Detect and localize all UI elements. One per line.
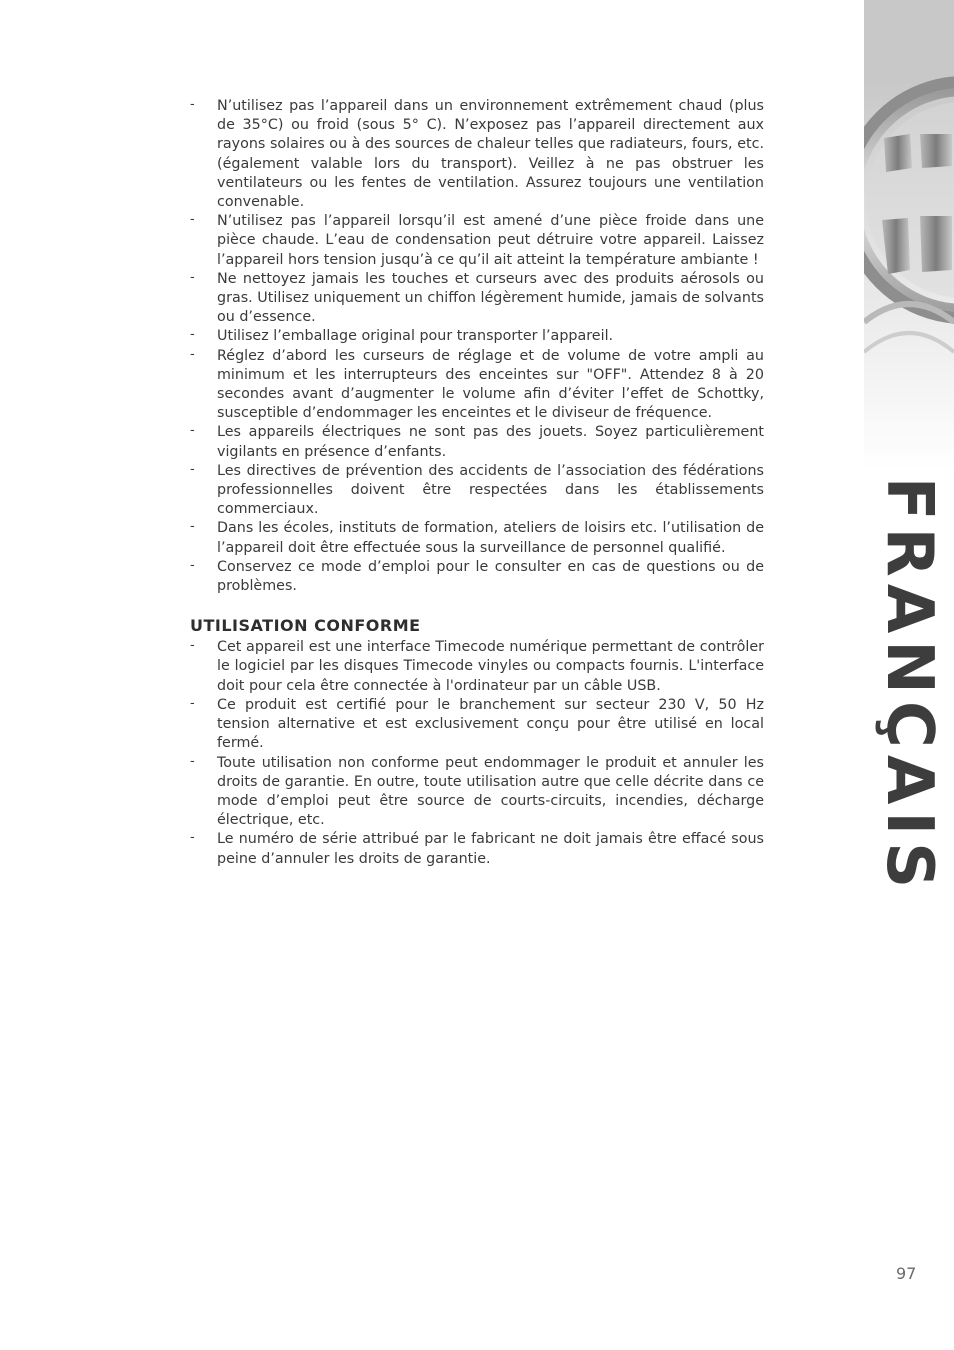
list-item-text: N’utilisez pas l’appareil lorsqu’il est amené d’une pièce froide dans une pièce chaude. L’eau de condensation peut détruire votre appareil. Laissez l’appareil hors tension jusqu’à ce qu’il ait atteint la température ambiante !	[217, 213, 764, 268]
list-item-text: Toute utilisation non conforme peut endommager le produit et annuler les droits de garantie. En outre, toute utilisation autre que celle décrite dans ce mode d’emploi peut être source de courts-circuits, incendies, décharge électrique, etc.	[217, 754, 764, 829]
bullet-dash: -	[190, 830, 195, 846]
bullet-dash: -	[190, 695, 195, 711]
list-item-text: Conservez ce mode d’emploi pour le consulter en cas de questions ou de problèmes.	[217, 558, 764, 595]
list-item-text: Dans les écoles, instituts de formation, ateliers de loisirs etc. l’utilisation de l’appareil doit être effectuée sous la surveillance de personnel qualifié.	[217, 520, 764, 556]
bullet-dash: -	[190, 327, 195, 343]
list-item-text: Ce produit est certifié pour le branchement sur secteur 230 V, 50 Hz tension alternative et est exclusivement conçu pour être utilisé en local fermé.	[217, 696, 764, 752]
list-item	[190, 462, 764, 520]
list-item	[190, 97, 764, 212]
bullet-dash: -	[190, 269, 195, 285]
page-number: 97	[896, 1264, 917, 1283]
list-item-text: Utilisez l’emballage original pour transporter l’appareil.	[217, 328, 614, 345]
bullet-dash: -	[190, 212, 195, 228]
list-item	[190, 754, 764, 831]
list-item-text: N’utilisez pas l’appareil dans un environnement extrêmement chaud (plus de 35°C) ou froid (sous 5° C). N’exposez pas l’appareil directement aux rayons solaires ou à des sources de chaleur telles que radiateurs, fours, etc. (également valable lors du transport). Veillez à ne pas obstruer les ventilateurs ou les fentes de ventilation. Assurez toujours une ventilation convenable.	[217, 98, 764, 211]
bullet-dash: -	[190, 423, 195, 439]
list-item-text: Réglez d’abord les curseurs de réglage et de volume de votre ampli au minimum et les interrupteurs des enceintes sur "OFF". Attendez 8 à 20 secondes avant d’augmenter le volume afin d’éviter l’effet de Schottky, susceptible d’endommager les enceintes et le diviseur de fréquence.	[217, 347, 764, 422]
bullet-dash: -	[190, 753, 195, 769]
list-item	[190, 830, 764, 868]
list-item-text: Cet appareil est une interface Timecode numérique permettant de contrôler le logiciel par les disques Timecode vinyles ou compacts fournis. L'interface doit pour cela être connectée à l'ordinateur par un câble USB.	[217, 639, 764, 694]
list-item	[190, 347, 764, 424]
section-heading: UTILISATION CONFORME	[190, 616, 421, 636]
intended-use-list	[190, 638, 764, 868]
bullet-dash: -	[190, 97, 195, 112]
bullet-dash: -	[190, 638, 195, 654]
language-side-title: FRANÇAIS	[872, 476, 946, 896]
list-item	[190, 696, 764, 754]
list-item	[190, 519, 764, 557]
bullet-dash: -	[190, 346, 195, 362]
list-item-text: Le numéro de série attribué par le fabricant ne doit jamais être effacé sous peine d’annuler les droits de garantie.	[217, 831, 764, 867]
list-item	[190, 423, 764, 461]
safety-list	[190, 97, 764, 596]
bullet-dash: -	[190, 557, 195, 573]
list-item-text: Ne nettoyez jamais les touches et curseurs avec des produits aérosols ou gras. Utilisez uniquement un chiffon légèrement humide, jamais de solvants ou d’essence.	[217, 270, 764, 326]
list-item	[190, 270, 764, 328]
list-item	[190, 327, 764, 346]
brand-emblem-icon	[864, 60, 954, 400]
bullet-dash: -	[190, 461, 195, 477]
bullet-dash: -	[190, 519, 195, 535]
list-item	[190, 212, 764, 270]
list-item-text: Les directives de prévention des accidents de l’association des fédérations professionnelles doivent être respectées dans les établissements commerciaux.	[217, 462, 764, 518]
list-item	[190, 558, 764, 596]
list-item	[190, 638, 764, 696]
main-content	[190, 97, 764, 869]
list-item-text: Les appareils électriques ne sont pas des jouets. Soyez particulièrement vigilants en présence d’enfants.	[217, 424, 764, 460]
